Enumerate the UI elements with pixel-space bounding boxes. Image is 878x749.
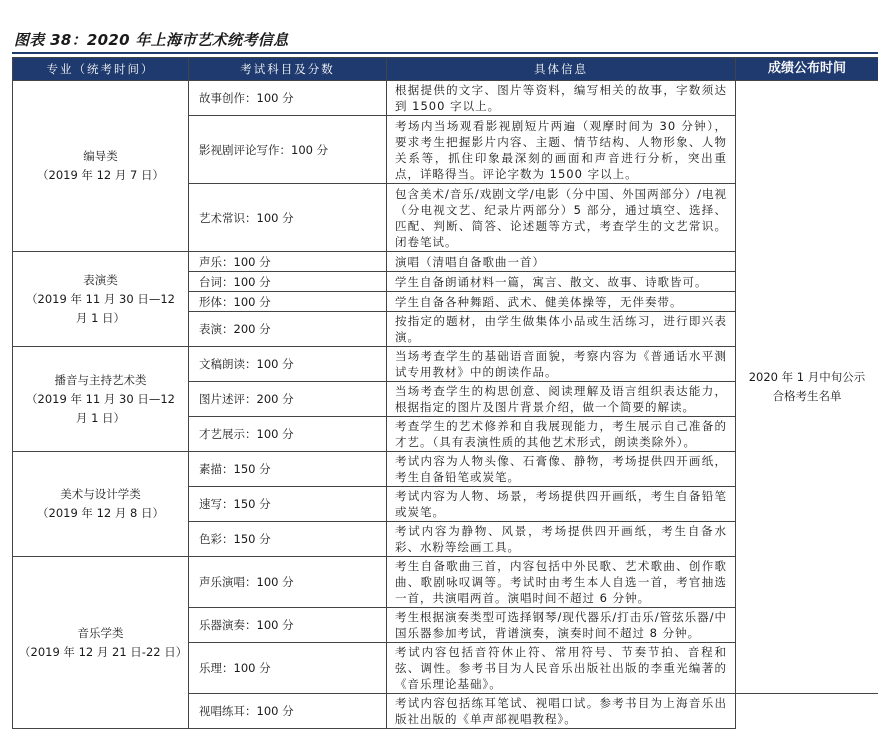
detail-cell: 当场考查学生的构思创意、阅读理解及语言组织表达能力，根据指定的图片及图片背景介绍，做一个简要的解读。 bbox=[387, 382, 736, 417]
detail-cell: 考试内容为人物头像、石膏像、静物，考场提供四开画纸，考生自备铅笔或炭笔。 bbox=[387, 452, 736, 487]
figure-title: 图表 38：2020 年上海市艺术统考信息 bbox=[14, 31, 289, 49]
detail-cell: 考生自备歌曲三首，内容包括中外民歌、艺术歌曲、创作歌曲、歌剧咏叹调等。考试时由考生本人自选一首，考官抽选一首，共演唱两首。演唱时间不超过 6 分钟。 bbox=[387, 557, 736, 608]
exam-info-table bbox=[12, 57, 878, 729]
category-date: （2019 年 11 月 30 日—12 月 1 日） bbox=[26, 291, 175, 325]
category-name: 音乐学类 bbox=[77, 625, 124, 640]
detail-cell: 包含美术/音乐/戏剧文学/电影（分中国、外国两部分）/电视（分电视文艺、纪录片两部分）5 部分，通过填空、选择、匹配、判断、简答、论述题等方式，考查学生的文艺常识。闭卷笔试。 bbox=[387, 184, 736, 252]
category-date: （2019 年 12 月 7 日） bbox=[37, 168, 164, 182]
subject-cell: 色彩：150 分 bbox=[189, 522, 387, 557]
subject-cell: 素描：150 分 bbox=[189, 452, 387, 487]
detail-cell: 考场内当场观看影视剧短片两遍（观摩时间为 30 分钟），要求考生把握影片内容、主题、情节结构、人物形象、人物关系等，抓住印象最深刻的画面和声音进行分析，突出重点，详略得当。评论字数为 1500 字以上。 bbox=[387, 116, 736, 184]
subject-cell: 影视剧评论写作：100 分 bbox=[189, 116, 387, 184]
detail-cell: 根据提供的文字、图片等资料，编写相关的故事，字数须达到 1500 字以上。 bbox=[387, 81, 736, 116]
subject-cell: 文稿朗读：100 分 bbox=[189, 347, 387, 382]
subject-cell: 艺术常识：100 分 bbox=[189, 184, 387, 252]
category-name: 美术与设计学类 bbox=[60, 487, 141, 501]
detail-cell: 考试内容包括练耳笔试、视唱口试。参考书目为上海音乐出版社出版的《单声部视唱教程》。 bbox=[387, 694, 736, 729]
category-name: 表演类 bbox=[83, 272, 118, 287]
title-rule bbox=[12, 52, 878, 54]
subject-cell: 才艺展示：100 分 bbox=[189, 417, 387, 452]
detail-cell: 考试内容为静物、风景，考场提供四开画纸，考生自备水彩、水粉等绘画工具。 bbox=[387, 522, 736, 557]
subject-cell: 乐理：100 分 bbox=[189, 643, 387, 694]
table-row bbox=[13, 81, 878, 116]
subject-cell: 视唱练耳：100 分 bbox=[189, 694, 387, 729]
detail-cell: 演唱（清唱自备歌曲一首） bbox=[387, 252, 736, 272]
detail-cell: 按指定的题材，由学生做集体小品或生活练习，进行即兴表演。 bbox=[387, 312, 736, 347]
subject-cell: 图片述评：200 分 bbox=[189, 382, 387, 417]
subject-cell: 台词：100 分 bbox=[189, 272, 387, 292]
subject-cell: 声乐：100 分 bbox=[189, 252, 387, 272]
category-cell bbox=[13, 252, 189, 347]
header-result-time: 成绩公布时间 bbox=[736, 58, 878, 81]
detail-cell: 当场考查学生的基础语音面貌，考察内容为《普通话水平测试专用教材》中的朗读作品。 bbox=[387, 347, 736, 382]
header-row bbox=[13, 58, 878, 81]
detail-cell: 考试内容为人物、场景，考场提供四开画纸，考生自备铅笔或炭笔。 bbox=[387, 487, 736, 522]
header-major: 专业（统考时间） bbox=[13, 58, 189, 81]
category-cell bbox=[13, 557, 189, 729]
category-cell bbox=[13, 81, 189, 252]
detail-cell: 学生自备各种舞蹈、武术、健美体操等，无伴奏带。 bbox=[387, 292, 736, 312]
category-name: 播音与主持艺术类 bbox=[54, 372, 147, 387]
header-detail: 具体信息 bbox=[387, 58, 736, 81]
subject-cell: 故事创作：100 分 bbox=[189, 81, 387, 116]
category-cell bbox=[13, 452, 189, 557]
category-date: （2019 年 12 月 21 日-22 日） bbox=[19, 644, 188, 659]
subject-cell: 形体：100 分 bbox=[189, 292, 387, 312]
header-subject: 考试科目及分数 bbox=[189, 58, 387, 81]
detail-cell: 考生根据演奏类型可选择钢琴/现代器乐/打击乐/管弦乐器/中国乐器参加考试，背谱演奏，演奏时间不超过 8 分钟。 bbox=[387, 608, 736, 643]
category-date: （2019 年 11 月 30 日—12 月 1 日） bbox=[26, 391, 175, 425]
subject-cell: 速写：150 分 bbox=[189, 487, 387, 522]
subject-cell: 表演：200 分 bbox=[189, 312, 387, 347]
category-name: 编导类 bbox=[83, 149, 118, 163]
detail-cell: 学生自备朗诵材料一篇，寓言、散文、故事、诗歌皆可。 bbox=[387, 272, 736, 292]
subject-cell: 声乐演唱：100 分 bbox=[189, 557, 387, 608]
category-date: （2019 年 12 月 8 日） bbox=[37, 506, 164, 520]
detail-cell: 考试内容包括音符休止符、常用符号、节奏节拍、音程和弦、调性。参考书目为人民音乐出版社出版的李重光编著的《音乐理论基础》。 bbox=[387, 643, 736, 694]
category-cell bbox=[13, 347, 189, 452]
detail-cell: 考查学生的艺术修养和自我展现能力，考生展示自己准备的才艺。（具有表演性质的其他艺术形式，朗读类除外）。 bbox=[387, 417, 736, 452]
subject-cell: 乐器演奏：100 分 bbox=[189, 608, 387, 643]
result-time-text: 2020 年 1 月中旬公示合格考生名单 bbox=[748, 370, 866, 403]
result-time-cell bbox=[736, 81, 878, 694]
